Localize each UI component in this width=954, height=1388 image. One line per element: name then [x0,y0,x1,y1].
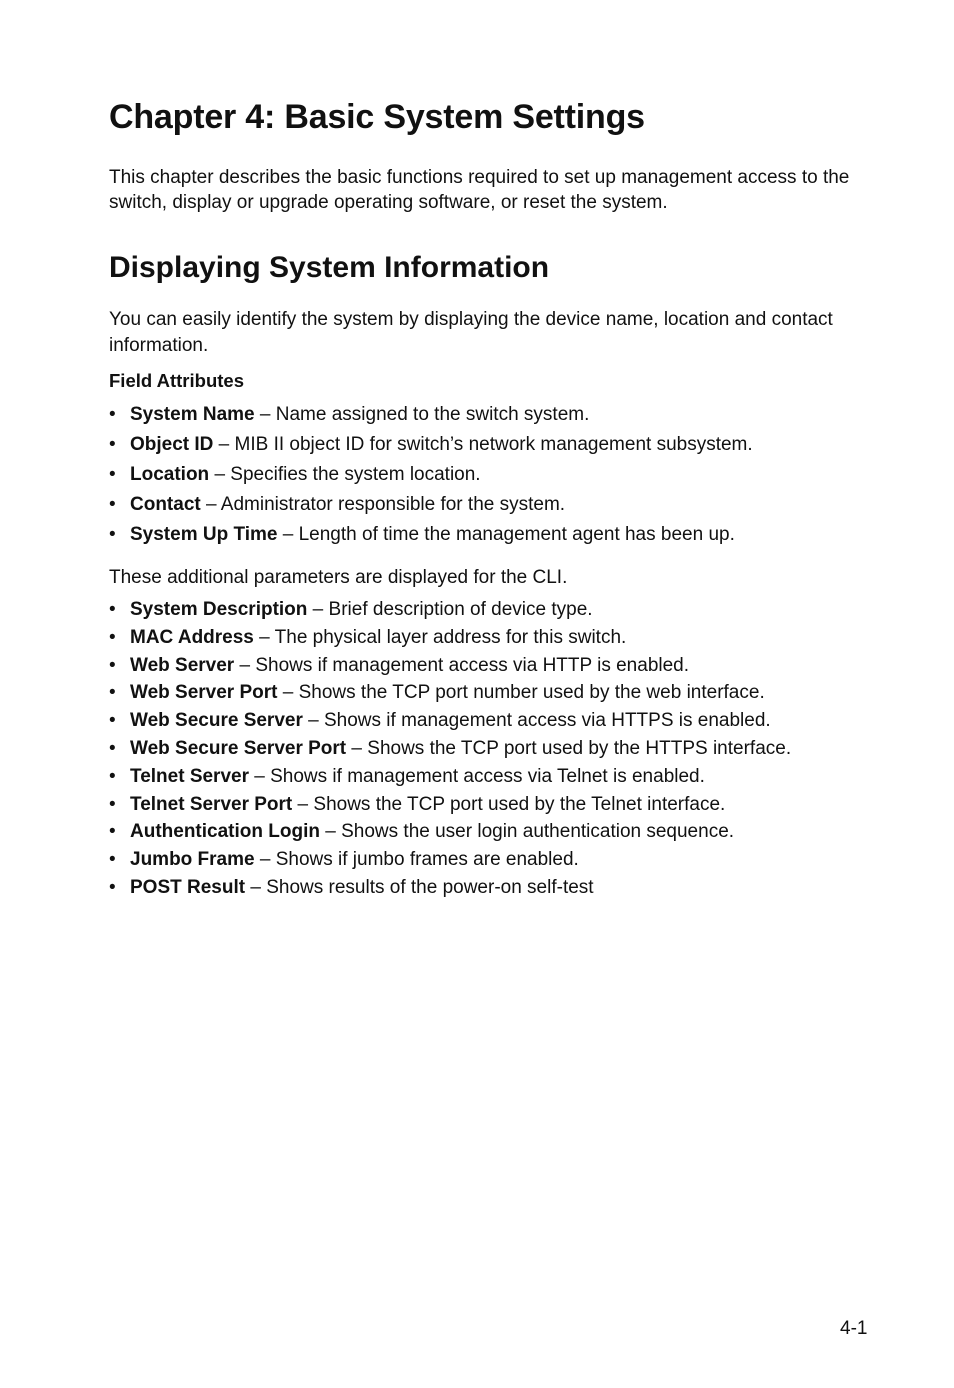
field-description: – Shows results of the power-on self-test [245,876,594,898]
list-item [109,737,869,765]
list-item [109,765,869,793]
field-term: MAC Address [130,626,254,648]
field-term: Web Server [130,654,235,676]
field-term: Location [130,464,210,485]
field-description: – The physical layer address for this switch. [253,626,627,648]
section-intro: You can easily identify the system by displaying the device name, location and contact information. [109,309,833,356]
cli-parameters-list [109,598,869,904]
field-attributes-heading: Field Attributes [109,370,244,391]
field-description: – Brief description of device type. [307,599,593,620]
list-item [109,876,869,904]
list-item [109,820,869,848]
field-description: – Shows the TCP port number used by the web interface. [277,682,765,704]
field-term: POST Result [130,876,246,898]
field-term: Telnet Server [130,765,249,787]
field-attributes-list [109,402,869,552]
chapter-title: Chapter 4: Basic System Settings [109,98,645,136]
list-item [109,709,869,737]
chapter-intro: This chapter describes the basic functions required to set up management access to the switch, display or upgrade operating software, or reset the system. [109,167,850,213]
list-item [109,462,869,492]
field-term: System Name [130,404,255,425]
page-number: 4-1 [840,1318,868,1339]
field-term: Authentication Login [130,821,320,843]
field-description: – Shows if management access via Telnet is enabled. [248,765,705,787]
field-term: Telnet Server Port [130,793,293,815]
list-item [109,654,869,682]
field-term: Web Secure Server Port [130,737,347,759]
field-term: Web Secure Server [130,710,303,732]
list-item [109,626,869,654]
field-description: – Shows if management access via HTTPS is enabled. [302,710,771,732]
field-term: Web Server Port [130,682,278,704]
list-item [109,402,869,432]
field-description: – Specifies the system location. [209,464,481,485]
field-description: – Shows if jumbo frames are enabled. [254,849,579,871]
list-item [109,681,869,709]
field-description: – Shows the user login authentication sequence. [319,821,735,843]
field-term: Contact [130,494,201,515]
field-description: – Shows if management access via HTTP is enabled. [234,654,690,676]
list-item [109,793,869,821]
field-description: – Administrator responsible for the system. [200,494,566,515]
field-term: Object ID [130,434,214,455]
field-term: Jumbo Frame [130,849,255,871]
list-item [109,492,869,522]
field-description: – Length of time the management agent has been up. [277,524,735,545]
list-item [109,432,869,462]
cli-note: These additional parameters are displayed for the CLI. [109,567,568,588]
field-term: System Up Time [130,524,278,545]
field-description: – Shows the TCP port used by the HTTPS interface. [346,737,792,759]
list-item [109,522,869,552]
section-title: Displaying System Information [109,251,550,284]
field-description: – Name assigned to the switch system. [254,404,590,425]
field-description: – MIB II object ID for switch’s network management subsystem. [213,434,753,455]
list-item [109,848,869,876]
field-description: – Shows the TCP port used by the Telnet interface. [292,793,726,815]
list-item [109,598,869,626]
field-term: System Description [130,599,308,620]
